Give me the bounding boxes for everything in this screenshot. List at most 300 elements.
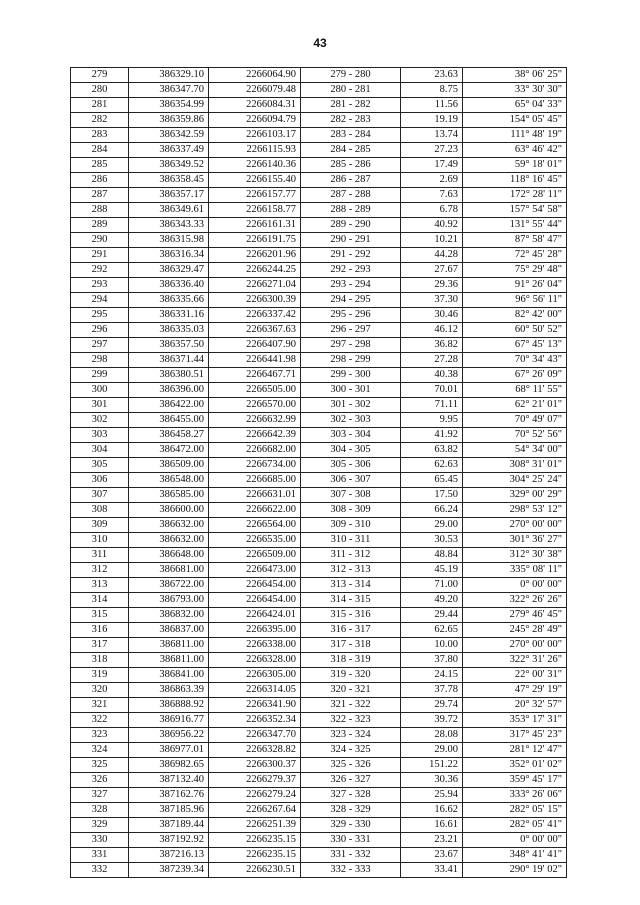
segment-cell: 325 - 326 bbox=[301, 758, 401, 773]
bearing-cell: 270° 00' 00" bbox=[463, 638, 567, 653]
point-number-cell: 313 bbox=[71, 578, 129, 593]
distance-cell: 66.24 bbox=[401, 503, 463, 518]
x-coordinate-cell: 387239.34 bbox=[129, 863, 209, 878]
point-number-cell: 295 bbox=[71, 308, 129, 323]
distance-cell: 10.00 bbox=[401, 638, 463, 653]
point-number-cell: 315 bbox=[71, 608, 129, 623]
point-number-cell: 285 bbox=[71, 158, 129, 173]
distance-cell: 44.28 bbox=[401, 248, 463, 263]
segment-cell: 326 - 327 bbox=[301, 773, 401, 788]
y-coordinate-cell: 2266251.39 bbox=[209, 818, 301, 833]
point-number-cell: 322 bbox=[71, 713, 129, 728]
distance-cell: 16.62 bbox=[401, 803, 463, 818]
y-coordinate-cell: 2266632.99 bbox=[209, 413, 301, 428]
table-row bbox=[71, 743, 567, 758]
bearing-cell: 118° 16' 45" bbox=[463, 173, 567, 188]
segment-cell: 330 - 331 bbox=[301, 833, 401, 848]
bearing-cell: 65° 04' 33" bbox=[463, 98, 567, 113]
point-number-cell: 330 bbox=[71, 833, 129, 848]
y-coordinate-cell: 2266115.93 bbox=[209, 143, 301, 158]
point-number-cell: 292 bbox=[71, 263, 129, 278]
segment-cell: 283 - 284 bbox=[301, 128, 401, 143]
point-number-cell: 331 bbox=[71, 848, 129, 863]
point-number-cell: 324 bbox=[71, 743, 129, 758]
y-coordinate-cell: 2266564.00 bbox=[209, 518, 301, 533]
distance-cell: 62.63 bbox=[401, 458, 463, 473]
distance-cell: 28.08 bbox=[401, 728, 463, 743]
distance-cell: 29.00 bbox=[401, 518, 463, 533]
y-coordinate-cell: 2266314.05 bbox=[209, 683, 301, 698]
bearing-cell: 322° 31' 26" bbox=[463, 653, 567, 668]
x-coordinate-cell: 386793.00 bbox=[129, 593, 209, 608]
point-number-cell: 291 bbox=[71, 248, 129, 263]
distance-cell: 37.30 bbox=[401, 293, 463, 308]
distance-cell: 25.94 bbox=[401, 788, 463, 803]
y-coordinate-cell: 2266158.77 bbox=[209, 203, 301, 218]
distance-cell: 65.45 bbox=[401, 473, 463, 488]
point-number-cell: 307 bbox=[71, 488, 129, 503]
bearing-cell: 352° 01' 02" bbox=[463, 758, 567, 773]
point-number-cell: 298 bbox=[71, 353, 129, 368]
bearing-cell: 172° 28' 11" bbox=[463, 188, 567, 203]
bearing-cell: 91° 26' 04" bbox=[463, 278, 567, 293]
segment-cell: 315 - 316 bbox=[301, 608, 401, 623]
x-coordinate-cell: 386916.77 bbox=[129, 713, 209, 728]
table-row bbox=[71, 308, 567, 323]
x-coordinate-cell: 386354.99 bbox=[129, 98, 209, 113]
bearing-cell: 154° 05' 45" bbox=[463, 113, 567, 128]
table-row bbox=[71, 848, 567, 863]
y-coordinate-cell: 2266441.98 bbox=[209, 353, 301, 368]
segment-cell: 327 - 328 bbox=[301, 788, 401, 803]
x-coordinate-cell: 387132.40 bbox=[129, 773, 209, 788]
table-row bbox=[71, 143, 567, 158]
point-number-cell: 281 bbox=[71, 98, 129, 113]
segment-cell: 316 - 317 bbox=[301, 623, 401, 638]
bearing-cell: 68° 11' 55" bbox=[463, 383, 567, 398]
point-number-cell: 316 bbox=[71, 623, 129, 638]
segment-cell: 289 - 290 bbox=[301, 218, 401, 233]
table-row bbox=[71, 473, 567, 488]
point-number-cell: 300 bbox=[71, 383, 129, 398]
bearing-cell: 279° 46' 45" bbox=[463, 608, 567, 623]
point-number-cell: 326 bbox=[71, 773, 129, 788]
point-number-cell: 320 bbox=[71, 683, 129, 698]
y-coordinate-cell: 2266279.24 bbox=[209, 788, 301, 803]
y-coordinate-cell: 2266535.00 bbox=[209, 533, 301, 548]
y-coordinate-cell: 2266622.00 bbox=[209, 503, 301, 518]
distance-cell: 40.92 bbox=[401, 218, 463, 233]
distance-cell: 24.15 bbox=[401, 668, 463, 683]
distance-cell: 70.01 bbox=[401, 383, 463, 398]
point-number-cell: 321 bbox=[71, 698, 129, 713]
table-row bbox=[71, 608, 567, 623]
segment-cell: 298 - 299 bbox=[301, 353, 401, 368]
x-coordinate-cell: 386832.00 bbox=[129, 608, 209, 623]
table-row bbox=[71, 443, 567, 458]
bearing-cell: 82° 42' 00" bbox=[463, 308, 567, 323]
y-coordinate-cell: 2266454.00 bbox=[209, 578, 301, 593]
bearing-cell: 270° 00' 00" bbox=[463, 518, 567, 533]
segment-cell: 322 - 323 bbox=[301, 713, 401, 728]
y-coordinate-cell: 2266300.37 bbox=[209, 758, 301, 773]
y-coordinate-cell: 2266201.96 bbox=[209, 248, 301, 263]
bearing-cell: 335° 08' 11" bbox=[463, 563, 567, 578]
table-row bbox=[71, 698, 567, 713]
bearing-cell: 329° 00' 29" bbox=[463, 488, 567, 503]
table-row bbox=[71, 533, 567, 548]
table-row bbox=[71, 218, 567, 233]
x-coordinate-cell: 386455.00 bbox=[129, 413, 209, 428]
distance-cell: 37.80 bbox=[401, 653, 463, 668]
distance-cell: 71.00 bbox=[401, 578, 463, 593]
point-number-cell: 297 bbox=[71, 338, 129, 353]
table-row bbox=[71, 638, 567, 653]
distance-cell: 29.44 bbox=[401, 608, 463, 623]
segment-cell: 284 - 285 bbox=[301, 143, 401, 158]
segment-cell: 296 - 297 bbox=[301, 323, 401, 338]
table-row bbox=[71, 188, 567, 203]
segment-cell: 293 - 294 bbox=[301, 278, 401, 293]
y-coordinate-cell: 2266235.15 bbox=[209, 833, 301, 848]
distance-cell: 23.63 bbox=[401, 68, 463, 83]
x-coordinate-cell: 386837.00 bbox=[129, 623, 209, 638]
point-number-cell: 327 bbox=[71, 788, 129, 803]
bearing-cell: 67° 26' 09" bbox=[463, 368, 567, 383]
bearing-cell: 72° 45' 28" bbox=[463, 248, 567, 263]
bearing-cell: 298° 53' 12" bbox=[463, 503, 567, 518]
distance-cell: 27.28 bbox=[401, 353, 463, 368]
point-number-cell: 332 bbox=[71, 863, 129, 878]
x-coordinate-cell: 386349.52 bbox=[129, 158, 209, 173]
point-number-cell: 305 bbox=[71, 458, 129, 473]
y-coordinate-cell: 2266271.04 bbox=[209, 278, 301, 293]
point-number-cell: 283 bbox=[71, 128, 129, 143]
distance-cell: 30.46 bbox=[401, 308, 463, 323]
x-coordinate-cell: 386458.27 bbox=[129, 428, 209, 443]
distance-cell: 63.82 bbox=[401, 443, 463, 458]
segment-cell: 288 - 289 bbox=[301, 203, 401, 218]
distance-cell: 23.21 bbox=[401, 833, 463, 848]
distance-cell: 29.74 bbox=[401, 698, 463, 713]
distance-cell: 46.12 bbox=[401, 323, 463, 338]
y-coordinate-cell: 2266682.00 bbox=[209, 443, 301, 458]
point-number-cell: 318 bbox=[71, 653, 129, 668]
distance-cell: 71.11 bbox=[401, 398, 463, 413]
x-coordinate-cell: 386632.00 bbox=[129, 518, 209, 533]
point-number-cell: 284 bbox=[71, 143, 129, 158]
table-row bbox=[71, 563, 567, 578]
table-row bbox=[71, 593, 567, 608]
segment-cell: 320 - 321 bbox=[301, 683, 401, 698]
y-coordinate-cell: 2266064.90 bbox=[209, 68, 301, 83]
table-row bbox=[71, 653, 567, 668]
table-row bbox=[71, 518, 567, 533]
table-row bbox=[71, 128, 567, 143]
x-coordinate-cell: 386585.00 bbox=[129, 488, 209, 503]
bearing-cell: 304° 25' 24" bbox=[463, 473, 567, 488]
x-coordinate-cell: 386681.00 bbox=[129, 563, 209, 578]
y-coordinate-cell: 2266338.00 bbox=[209, 638, 301, 653]
y-coordinate-cell: 2266337.42 bbox=[209, 308, 301, 323]
distance-cell: 19.19 bbox=[401, 113, 463, 128]
y-coordinate-cell: 2266454.00 bbox=[209, 593, 301, 608]
x-coordinate-cell: 386347.70 bbox=[129, 83, 209, 98]
table-row bbox=[71, 713, 567, 728]
distance-cell: 33.41 bbox=[401, 863, 463, 878]
segment-cell: 319 - 320 bbox=[301, 668, 401, 683]
x-coordinate-cell: 386888.92 bbox=[129, 698, 209, 713]
segment-cell: 313 - 314 bbox=[301, 578, 401, 593]
bearing-cell: 67° 45' 13" bbox=[463, 338, 567, 353]
distance-cell: 30.36 bbox=[401, 773, 463, 788]
x-coordinate-cell: 386359.86 bbox=[129, 113, 209, 128]
distance-cell: 2.69 bbox=[401, 173, 463, 188]
x-coordinate-cell: 386343.33 bbox=[129, 218, 209, 233]
distance-cell: 40.38 bbox=[401, 368, 463, 383]
bearing-cell: 333° 26' 06" bbox=[463, 788, 567, 803]
segment-cell: 324 - 325 bbox=[301, 743, 401, 758]
x-coordinate-cell: 386315.98 bbox=[129, 233, 209, 248]
segment-cell: 302 - 303 bbox=[301, 413, 401, 428]
x-coordinate-cell: 386548.00 bbox=[129, 473, 209, 488]
point-number-cell: 309 bbox=[71, 518, 129, 533]
x-coordinate-cell: 386841.00 bbox=[129, 668, 209, 683]
segment-cell: 323 - 324 bbox=[301, 728, 401, 743]
table-row bbox=[71, 113, 567, 128]
distance-cell: 9.95 bbox=[401, 413, 463, 428]
table-row bbox=[71, 203, 567, 218]
point-number-cell: 296 bbox=[71, 323, 129, 338]
point-number-cell: 314 bbox=[71, 593, 129, 608]
segment-cell: 297 - 298 bbox=[301, 338, 401, 353]
y-coordinate-cell: 2266395.00 bbox=[209, 623, 301, 638]
y-coordinate-cell: 2266140.36 bbox=[209, 158, 301, 173]
distance-cell: 7.63 bbox=[401, 188, 463, 203]
distance-cell: 49.20 bbox=[401, 593, 463, 608]
bearing-cell: 353° 17' 31" bbox=[463, 713, 567, 728]
distance-cell: 45.19 bbox=[401, 563, 463, 578]
segment-cell: 311 - 312 bbox=[301, 548, 401, 563]
segment-cell: 332 - 333 bbox=[301, 863, 401, 878]
segment-cell: 314 - 315 bbox=[301, 593, 401, 608]
y-coordinate-cell: 2266473.00 bbox=[209, 563, 301, 578]
distance-cell: 10.21 bbox=[401, 233, 463, 248]
x-coordinate-cell: 386357.50 bbox=[129, 338, 209, 353]
table-row bbox=[71, 833, 567, 848]
y-coordinate-cell: 2266084.31 bbox=[209, 98, 301, 113]
segment-cell: 329 - 330 bbox=[301, 818, 401, 833]
bearing-cell: 70° 52' 56" bbox=[463, 428, 567, 443]
table-row bbox=[71, 383, 567, 398]
segment-cell: 304 - 305 bbox=[301, 443, 401, 458]
distance-cell: 13.74 bbox=[401, 128, 463, 143]
y-coordinate-cell: 2266352.34 bbox=[209, 713, 301, 728]
y-coordinate-cell: 2266642.39 bbox=[209, 428, 301, 443]
distance-cell: 27.67 bbox=[401, 263, 463, 278]
bearing-cell: 111° 48' 19" bbox=[463, 128, 567, 143]
bearing-cell: 131° 55' 44" bbox=[463, 218, 567, 233]
distance-cell: 62.65 bbox=[401, 623, 463, 638]
segment-cell: 280 - 281 bbox=[301, 83, 401, 98]
y-coordinate-cell: 2266467.71 bbox=[209, 368, 301, 383]
table-row bbox=[71, 488, 567, 503]
segment-cell: 281 - 282 bbox=[301, 98, 401, 113]
table-row bbox=[71, 158, 567, 173]
x-coordinate-cell: 387189.44 bbox=[129, 818, 209, 833]
y-coordinate-cell: 2266509.00 bbox=[209, 548, 301, 563]
table-row bbox=[71, 68, 567, 83]
y-coordinate-cell: 2266570.00 bbox=[209, 398, 301, 413]
x-coordinate-cell: 386329.47 bbox=[129, 263, 209, 278]
y-coordinate-cell: 2266094.79 bbox=[209, 113, 301, 128]
point-number-cell: 280 bbox=[71, 83, 129, 98]
point-number-cell: 286 bbox=[71, 173, 129, 188]
table-row bbox=[71, 818, 567, 833]
distance-cell: 37.78 bbox=[401, 683, 463, 698]
segment-cell: 312 - 313 bbox=[301, 563, 401, 578]
y-coordinate-cell: 2266505.00 bbox=[209, 383, 301, 398]
bearing-cell: 282° 05' 15" bbox=[463, 803, 567, 818]
x-coordinate-cell: 386371.44 bbox=[129, 353, 209, 368]
table-row bbox=[71, 368, 567, 383]
x-coordinate-cell: 386811.00 bbox=[129, 638, 209, 653]
segment-cell: 306 - 307 bbox=[301, 473, 401, 488]
table-row bbox=[71, 413, 567, 428]
point-number-cell: 289 bbox=[71, 218, 129, 233]
y-coordinate-cell: 2266235.15 bbox=[209, 848, 301, 863]
segment-cell: 294 - 295 bbox=[301, 293, 401, 308]
distance-cell: 6.78 bbox=[401, 203, 463, 218]
x-coordinate-cell: 386811.00 bbox=[129, 653, 209, 668]
distance-cell: 16.61 bbox=[401, 818, 463, 833]
x-coordinate-cell: 386331.16 bbox=[129, 308, 209, 323]
y-coordinate-cell: 2266328.82 bbox=[209, 743, 301, 758]
bearing-cell: 348° 41' 41" bbox=[463, 848, 567, 863]
y-coordinate-cell: 2266341.90 bbox=[209, 698, 301, 713]
bearing-cell: 312° 30' 38" bbox=[463, 548, 567, 563]
bearing-cell: 33° 30' 30" bbox=[463, 83, 567, 98]
x-coordinate-cell: 386509.00 bbox=[129, 458, 209, 473]
y-coordinate-cell: 2266328.00 bbox=[209, 653, 301, 668]
x-coordinate-cell: 386863.39 bbox=[129, 683, 209, 698]
distance-cell: 17.50 bbox=[401, 488, 463, 503]
segment-cell: 295 - 296 bbox=[301, 308, 401, 323]
table-row bbox=[71, 623, 567, 638]
distance-cell: 39.72 bbox=[401, 713, 463, 728]
point-number-cell: 328 bbox=[71, 803, 129, 818]
bearing-cell: 22° 00' 31" bbox=[463, 668, 567, 683]
x-coordinate-cell: 386335.03 bbox=[129, 323, 209, 338]
segment-cell: 285 - 286 bbox=[301, 158, 401, 173]
bearing-cell: 62° 21' 01" bbox=[463, 398, 567, 413]
distance-cell: 151.22 bbox=[401, 758, 463, 773]
x-coordinate-cell: 386472.00 bbox=[129, 443, 209, 458]
bearing-cell: 60° 50' 52" bbox=[463, 323, 567, 338]
table-row bbox=[71, 773, 567, 788]
point-number-cell: 288 bbox=[71, 203, 129, 218]
point-number-cell: 282 bbox=[71, 113, 129, 128]
table-row bbox=[71, 428, 567, 443]
segment-cell: 292 - 293 bbox=[301, 263, 401, 278]
y-coordinate-cell: 2266191.75 bbox=[209, 233, 301, 248]
x-coordinate-cell: 387192.92 bbox=[129, 833, 209, 848]
table-row bbox=[71, 98, 567, 113]
y-coordinate-cell: 2266685.00 bbox=[209, 473, 301, 488]
segment-cell: 279 - 280 bbox=[301, 68, 401, 83]
x-coordinate-cell: 387185.96 bbox=[129, 803, 209, 818]
table-row bbox=[71, 683, 567, 698]
point-number-cell: 312 bbox=[71, 563, 129, 578]
bearing-cell: 359° 45' 17" bbox=[463, 773, 567, 788]
bearing-cell: 87° 58' 47" bbox=[463, 233, 567, 248]
table-body bbox=[71, 68, 567, 878]
segment-cell: 310 - 311 bbox=[301, 533, 401, 548]
table-row bbox=[71, 353, 567, 368]
table-row bbox=[71, 278, 567, 293]
x-coordinate-cell: 386722.00 bbox=[129, 578, 209, 593]
bearing-cell: 245° 28' 49" bbox=[463, 623, 567, 638]
distance-cell: 29.00 bbox=[401, 743, 463, 758]
table-row bbox=[71, 83, 567, 98]
table-row bbox=[71, 758, 567, 773]
x-coordinate-cell: 386977.01 bbox=[129, 743, 209, 758]
x-coordinate-cell: 386337.49 bbox=[129, 143, 209, 158]
point-number-cell: 279 bbox=[71, 68, 129, 83]
bearing-cell: 282° 05' 41" bbox=[463, 818, 567, 833]
segment-cell: 290 - 291 bbox=[301, 233, 401, 248]
table-row bbox=[71, 803, 567, 818]
x-coordinate-cell: 386329.10 bbox=[129, 68, 209, 83]
segment-cell: 300 - 301 bbox=[301, 383, 401, 398]
bearing-cell: 281° 12' 47" bbox=[463, 743, 567, 758]
bearing-cell: 54° 34' 00" bbox=[463, 443, 567, 458]
point-number-cell: 301 bbox=[71, 398, 129, 413]
bearing-cell: 322° 26' 26" bbox=[463, 593, 567, 608]
table-row bbox=[71, 578, 567, 593]
distance-cell: 11.56 bbox=[401, 98, 463, 113]
y-coordinate-cell: 2266407.90 bbox=[209, 338, 301, 353]
segment-cell: 321 - 322 bbox=[301, 698, 401, 713]
segment-cell: 287 - 288 bbox=[301, 188, 401, 203]
table-row bbox=[71, 458, 567, 473]
y-coordinate-cell: 2266103.17 bbox=[209, 128, 301, 143]
table-row bbox=[71, 788, 567, 803]
point-number-cell: 306 bbox=[71, 473, 129, 488]
point-number-cell: 293 bbox=[71, 278, 129, 293]
segment-cell: 308 - 309 bbox=[301, 503, 401, 518]
x-coordinate-cell: 387216.13 bbox=[129, 848, 209, 863]
bearing-cell: 0° 00' 00" bbox=[463, 578, 567, 593]
segment-cell: 309 - 310 bbox=[301, 518, 401, 533]
bearing-cell: 317° 45' 23" bbox=[463, 728, 567, 743]
segment-cell: 282 - 283 bbox=[301, 113, 401, 128]
x-coordinate-cell: 386357.17 bbox=[129, 188, 209, 203]
y-coordinate-cell: 2266305.00 bbox=[209, 668, 301, 683]
y-coordinate-cell: 2266300.39 bbox=[209, 293, 301, 308]
bearing-cell: 308° 31' 01" bbox=[463, 458, 567, 473]
y-coordinate-cell: 2266279.37 bbox=[209, 773, 301, 788]
x-coordinate-cell: 386335.66 bbox=[129, 293, 209, 308]
segment-cell: 291 - 292 bbox=[301, 248, 401, 263]
segment-cell: 301 - 302 bbox=[301, 398, 401, 413]
bearing-cell: 157° 54' 58" bbox=[463, 203, 567, 218]
distance-cell: 41.92 bbox=[401, 428, 463, 443]
point-number-cell: 325 bbox=[71, 758, 129, 773]
bearing-cell: 70° 49' 07" bbox=[463, 413, 567, 428]
table-row bbox=[71, 293, 567, 308]
table-row bbox=[71, 728, 567, 743]
